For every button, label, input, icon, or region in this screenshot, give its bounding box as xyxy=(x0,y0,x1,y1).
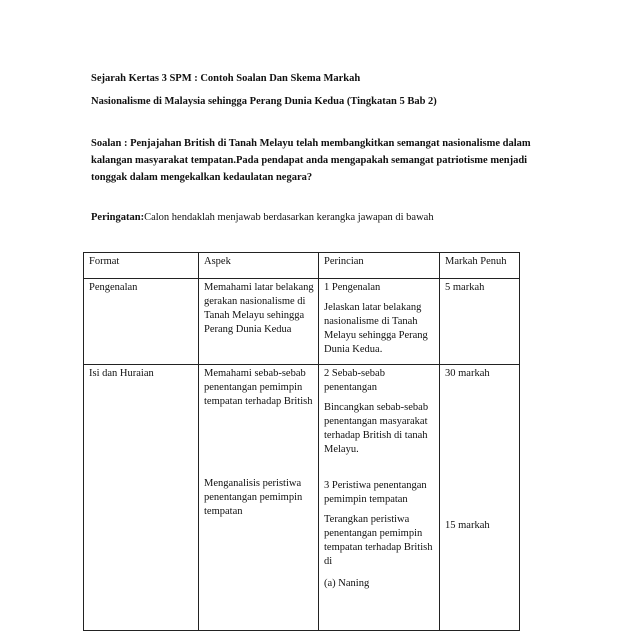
perincian-title: 3 Peristiwa penentangan pemimpin tempatan xyxy=(324,480,427,505)
perincian-body: Terangkan peristiwa penentangan pemimpin tempatan terhadap British di xyxy=(324,514,433,567)
perincian-title: 1 Pengenalan xyxy=(324,282,381,293)
cell-format: Pengenalan xyxy=(84,279,199,365)
marking-scheme-table xyxy=(83,252,520,631)
aspek-item: Memahami sebab-sebab penentangan pemimpin tempatan terhadap British xyxy=(204,368,313,407)
perincian-title: 2 Sebab-sebab penentangan xyxy=(324,368,385,393)
perincian-body: Bincangkan sebab-sebab penentangan masyarakat terhadap British di tanah Melayu. xyxy=(324,402,429,455)
header-aspek: Aspek xyxy=(199,253,319,279)
table-header-row xyxy=(84,253,520,279)
header-perincian: Perincian xyxy=(319,253,440,279)
cell-perincian xyxy=(319,365,440,631)
cell-format: Isi dan Huraian xyxy=(84,365,199,631)
perincian-list-item: (a) Naning xyxy=(324,578,370,589)
question-text: Soalan : Penjajahan British di Tanah Melayu telah membangkitkan semangat nasionalisme dalam kalangan masyarakat tempatan.Pada pendapat anda mengapakah semangat patriotisme menjadi tonggak dalam mengekalkan kedaulatan negara? xyxy=(91,138,531,183)
markah-value: 30 markah xyxy=(445,368,490,379)
table-row xyxy=(84,365,520,631)
cell-aspek xyxy=(199,365,319,631)
header-format: Format xyxy=(84,253,199,279)
table-row xyxy=(84,279,520,365)
header-markah: Markah Penuh xyxy=(440,253,520,279)
cell-perincian xyxy=(319,279,440,365)
cell-markah xyxy=(440,365,520,631)
markah-value: 15 markah xyxy=(445,520,490,531)
instruction-text: Calon hendaklah menjawab berdasarkan kerangka jawapan di bawah xyxy=(144,212,434,223)
cell-markah: 5 markah xyxy=(440,279,520,365)
document-title: Sejarah Kertas 3 SPM : Contoh Soalan Dan Skema Markah xyxy=(91,73,361,84)
instruction-line xyxy=(91,212,434,223)
document-subtitle: Nasionalisme di Malaysia sehingga Perang Dunia Kedua (Tingkatan 5 Bab 2) xyxy=(91,96,437,107)
aspek-item: Menganalisis peristiwa penentangan pemimpin tempatan xyxy=(204,478,303,517)
cell-aspek: Memahami latar belakang gerakan nasionalisme di Tanah Melayu sehingga Perang Dunia Kedua xyxy=(199,279,319,365)
instruction-label: Peringatan: xyxy=(91,212,145,223)
perincian-body: Jelaskan latar belakang nasionalisme di Tanah Melayu sehingga Perang Dunia Kedua. xyxy=(324,302,428,355)
